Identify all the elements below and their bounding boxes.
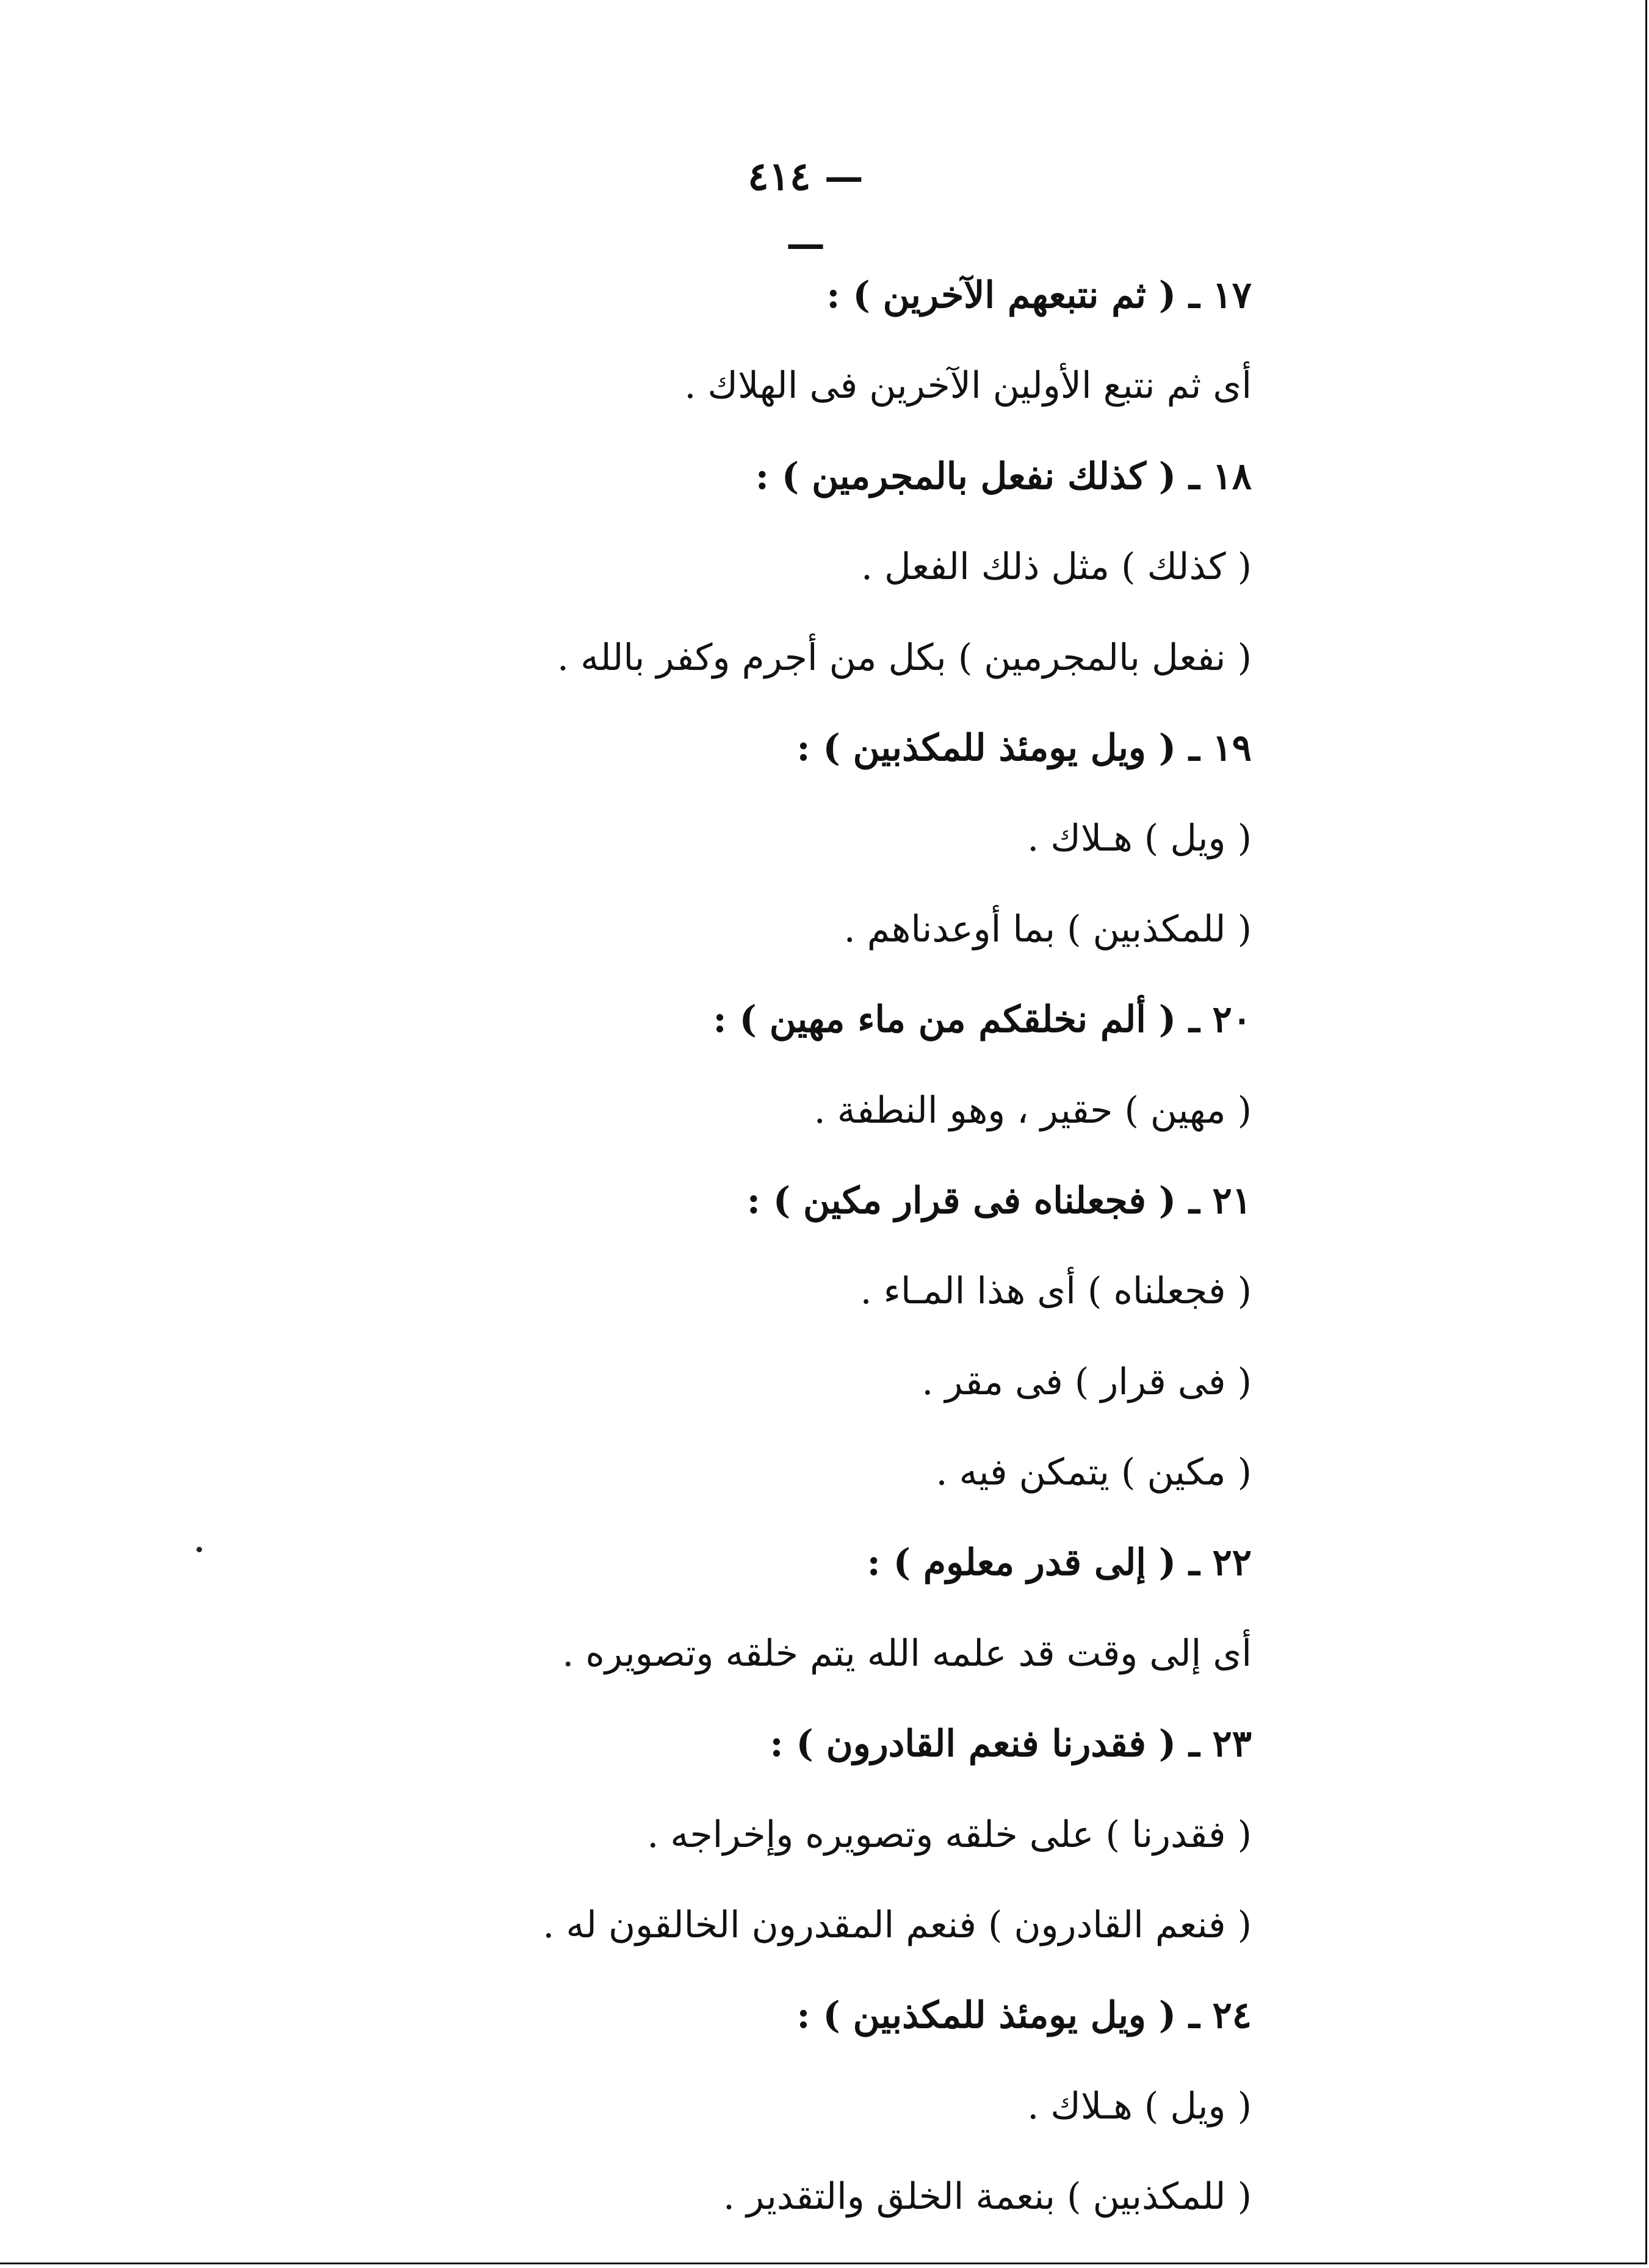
- explanation-line: ( فقدرنا ) على خلقه وتصويره وإخراجه .: [647, 1813, 1252, 1856]
- commentary-text: [153, 250, 1252, 2242]
- explanation-line: ( للمكذبين ) بنعمة الخلق والتقدير .: [723, 2175, 1252, 2219]
- verse-heading: ٢٤ ـ ( ويل يومئذ للمكذبين ) :: [796, 1994, 1252, 2037]
- explanation-line: ( ويل ) هـلاك .: [1027, 817, 1252, 860]
- explanation-line: ( فنعم القادرون ) فنعم المقدرون الخالقون له .: [543, 1904, 1252, 1947]
- verse-heading: ٢١ ـ ( فجعلناه فى قرار مكين ) :: [746, 1179, 1252, 1222]
- explanation-line: ( مكين ) يتمكن فيه .: [936, 1451, 1252, 1494]
- page-number: — ٤١٤ —: [748, 154, 864, 267]
- verse-heading: ١٨ ـ ( كذلك نفعل بالمجرمين ) :: [755, 455, 1252, 498]
- verse-heading: ٢٢ ـ ( إلى قدر معلوم ) :: [867, 1541, 1252, 1585]
- explanation-line: ( كذلك ) مثل ذلك الفعل .: [861, 545, 1252, 589]
- explanation-line: ( فى قرار ) فى مقر .: [922, 1360, 1252, 1403]
- explanation-line: أى ثم نتبع الأولين الآخرين فى الهلاك .: [684, 364, 1252, 408]
- explanation-line: ( للمكذبين ) بما أوعدناهم .: [843, 907, 1252, 951]
- explanation-line: ( مهين ) حقير ، وهو النطفة .: [814, 1089, 1252, 1132]
- explanation-line: ( نفعل بالمجرمين ) بكل من أجرم وكفر بالله .: [557, 636, 1252, 679]
- verse-heading: ٢٣ ـ ( فقدرنا فنعم القادرون ) :: [770, 1723, 1252, 1766]
- verse-heading: ٢٠ ـ ( ألم نخلقكم من ماء مهين ) :: [713, 998, 1252, 1042]
- explanation-line: ( فجعلناه ) أى هذا المـاء .: [860, 1270, 1252, 1313]
- explanation-line: أى إلى وقت قد علمه الله يتم خلقه وتصويره .: [562, 1632, 1252, 1675]
- verse-heading: ١٧ ـ ( ثم نتبعهم الآخرين ) :: [826, 274, 1252, 317]
- explanation-line: ( ويل ) هـلاك .: [1027, 2084, 1252, 2128]
- verse-heading: ١٩ ـ ( ويل يومئذ للمكذبين ) :: [796, 726, 1252, 769]
